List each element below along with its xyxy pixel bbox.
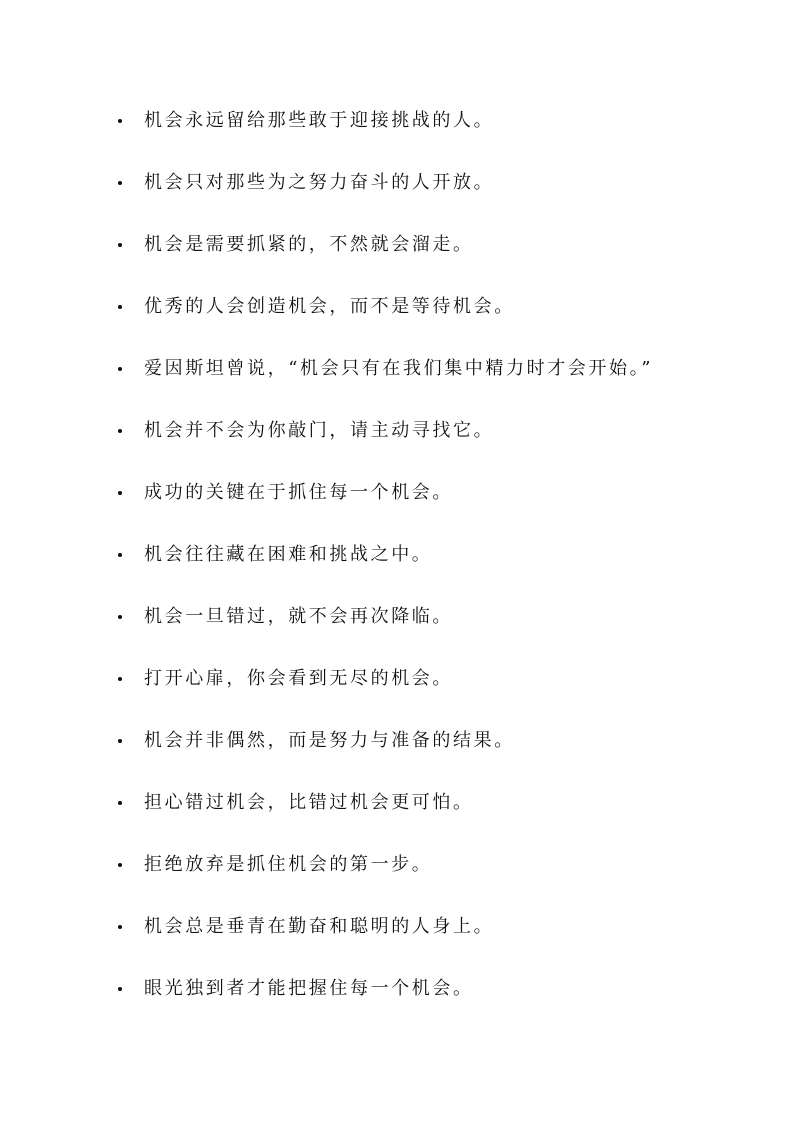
bullet-icon <box>118 987 122 991</box>
list-item <box>118 400 758 462</box>
quote-text: 机会并不会为你敲门，请主动寻找它。 <box>144 420 495 441</box>
quote-text: 拒绝放弃是抓住机会的第一步。 <box>144 854 433 875</box>
bullet-icon <box>118 925 122 929</box>
list-item <box>118 276 758 338</box>
quote-text: 打开心扉，你会看到无尽的机会。 <box>144 668 453 689</box>
bullet-icon <box>118 181 122 185</box>
list-item <box>118 834 758 896</box>
quote-text: 机会总是垂青在勤奋和聪明的人身上。 <box>144 916 495 937</box>
bullet-icon <box>118 739 122 743</box>
list-item <box>118 90 758 152</box>
quote-text: 机会并非偶然，而是努力与准备的结果。 <box>144 730 515 751</box>
list-item <box>118 710 758 772</box>
bullet-icon <box>118 677 122 681</box>
quote-text: 成功的关键在于抓住每一个机会。 <box>144 482 453 503</box>
quote-text: 机会永远留给那些敢于迎接挑战的人。 <box>144 110 495 131</box>
list-item <box>118 524 758 586</box>
quote-text: 机会只对那些为之努力奋斗的人开放。 <box>144 172 495 193</box>
quote-text: 机会一旦错过，就不会再次降临。 <box>144 606 453 627</box>
list-item <box>118 586 758 648</box>
quote-text: 机会往往藏在困难和挑战之中。 <box>144 544 433 565</box>
quote-text: 担心错过机会，比错过机会更可怕。 <box>144 792 474 813</box>
quote-text: 爱因斯坦曾说，“机会只有在我们集中精力时才会开始。” <box>144 358 654 379</box>
list-item <box>118 214 758 276</box>
bullet-icon <box>118 119 122 123</box>
bullet-icon <box>118 553 122 557</box>
list-item <box>118 772 758 834</box>
bullet-icon <box>118 305 122 309</box>
bullet-icon <box>118 367 122 371</box>
bullet-icon <box>118 429 122 433</box>
list-item <box>118 338 758 400</box>
bullet-icon <box>118 863 122 867</box>
bullet-icon <box>118 491 122 495</box>
quote-list <box>118 90 758 1020</box>
list-item <box>118 896 758 958</box>
list-item <box>118 152 758 214</box>
quote-text: 眼光独到者才能把握住每一个机会。 <box>144 978 474 999</box>
bullet-icon <box>118 615 122 619</box>
list-item <box>118 958 758 1020</box>
list-item <box>118 648 758 710</box>
quote-text: 机会是需要抓紧的，不然就会溜走。 <box>144 234 474 255</box>
bullet-icon <box>118 243 122 247</box>
list-item <box>118 462 758 524</box>
bullet-icon <box>118 801 122 805</box>
quote-text: 优秀的人会创造机会，而不是等待机会。 <box>144 296 515 317</box>
